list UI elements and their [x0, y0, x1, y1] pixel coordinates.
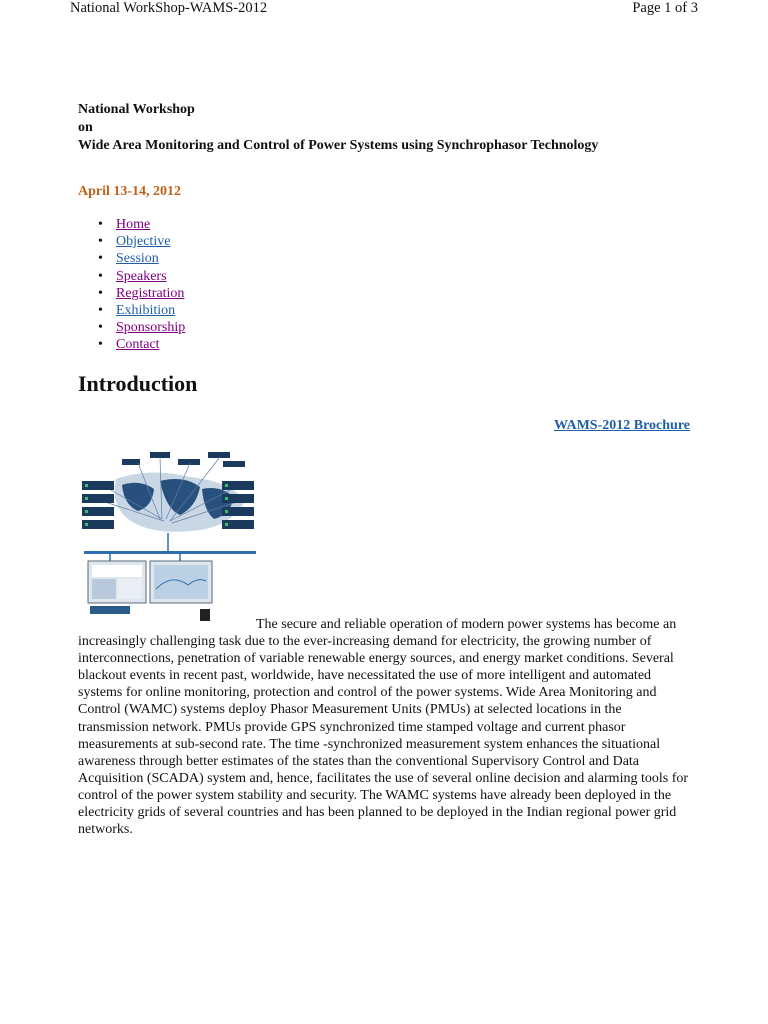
nav-item-speakers [98, 268, 185, 285]
workshop-title [78, 101, 598, 155]
intro-paragraph [78, 616, 692, 838]
nav-item-sponsorship [98, 319, 185, 336]
nav-item-home [98, 216, 185, 233]
nav-link-session[interactable]: Session [116, 251, 159, 267]
title-line-3: Wide Area Monitoring and Control of Power Systems using Synchrophasor Technology [78, 138, 599, 153]
nav-item-exhibition [98, 302, 185, 319]
nav-item-objective [98, 233, 185, 250]
nav-link-registration[interactable]: Registration [116, 285, 185, 301]
nav-link-speakers[interactable]: Speakers [116, 268, 167, 284]
nav-link-contact[interactable]: Contact [116, 337, 160, 353]
nav-list [98, 216, 185, 354]
nav-item-contact [98, 336, 185, 353]
section-heading: Introduction [78, 371, 198, 396]
nav-item-session [98, 250, 185, 267]
nav-link-objective[interactable]: Objective [116, 234, 171, 250]
nav-item-registration [98, 285, 185, 302]
event-date: April 13-14, 2012 [78, 184, 182, 199]
header-title: National WorkShop-WAMS-2012 [70, 0, 268, 16]
nav-link-home[interactable]: Home [116, 217, 151, 232]
brochure-link[interactable]: WAMS-2012 Brochure [554, 418, 690, 433]
intro-paragraph-text: The secure and reliable operation of modern power systems has become an increasingly challenging task due to the ever-increasing demand for electricity, the growing number of interconnections, penetration of variable renewable energy sources, and energy market conditions. Several blackout events in recent past, worldwide, have necessitated the use of more intelligent and automated systems for online monitoring, protection and control of the power systems. Wide Area Monitoring and Control (WAMC) systems deploy Phasor Measurement Units (PMUs) at selected locations in the transmission network. PMUs provide GPS synchronized time stamped voltage and current phasor measurements at sub-second rate. The time -synchronized measurement system enhances the situational awareness through better estimates of the states than the conventional Supervisory Control and Data Acquisition (SCADA) system and, hence, facilitates the use of several online decision and alarming tools for control of the power system stability and security. The WAMC systems have already been deployed in the electricity grids of several countries and has been planned to be deployed in the Indian regional power grid networks. [78, 617, 689, 838]
title-line-2: on [78, 120, 93, 135]
page-header [70, 0, 698, 20]
nav-link-exhibition[interactable]: Exhibition [116, 303, 176, 319]
nav-link-sponsorship[interactable]: Sponsorship [116, 320, 186, 336]
page-number: Page 1 of 3 [632, 0, 698, 16]
title-line-1: National Workshop [78, 102, 195, 117]
wams-network-figure [80, 449, 260, 624]
